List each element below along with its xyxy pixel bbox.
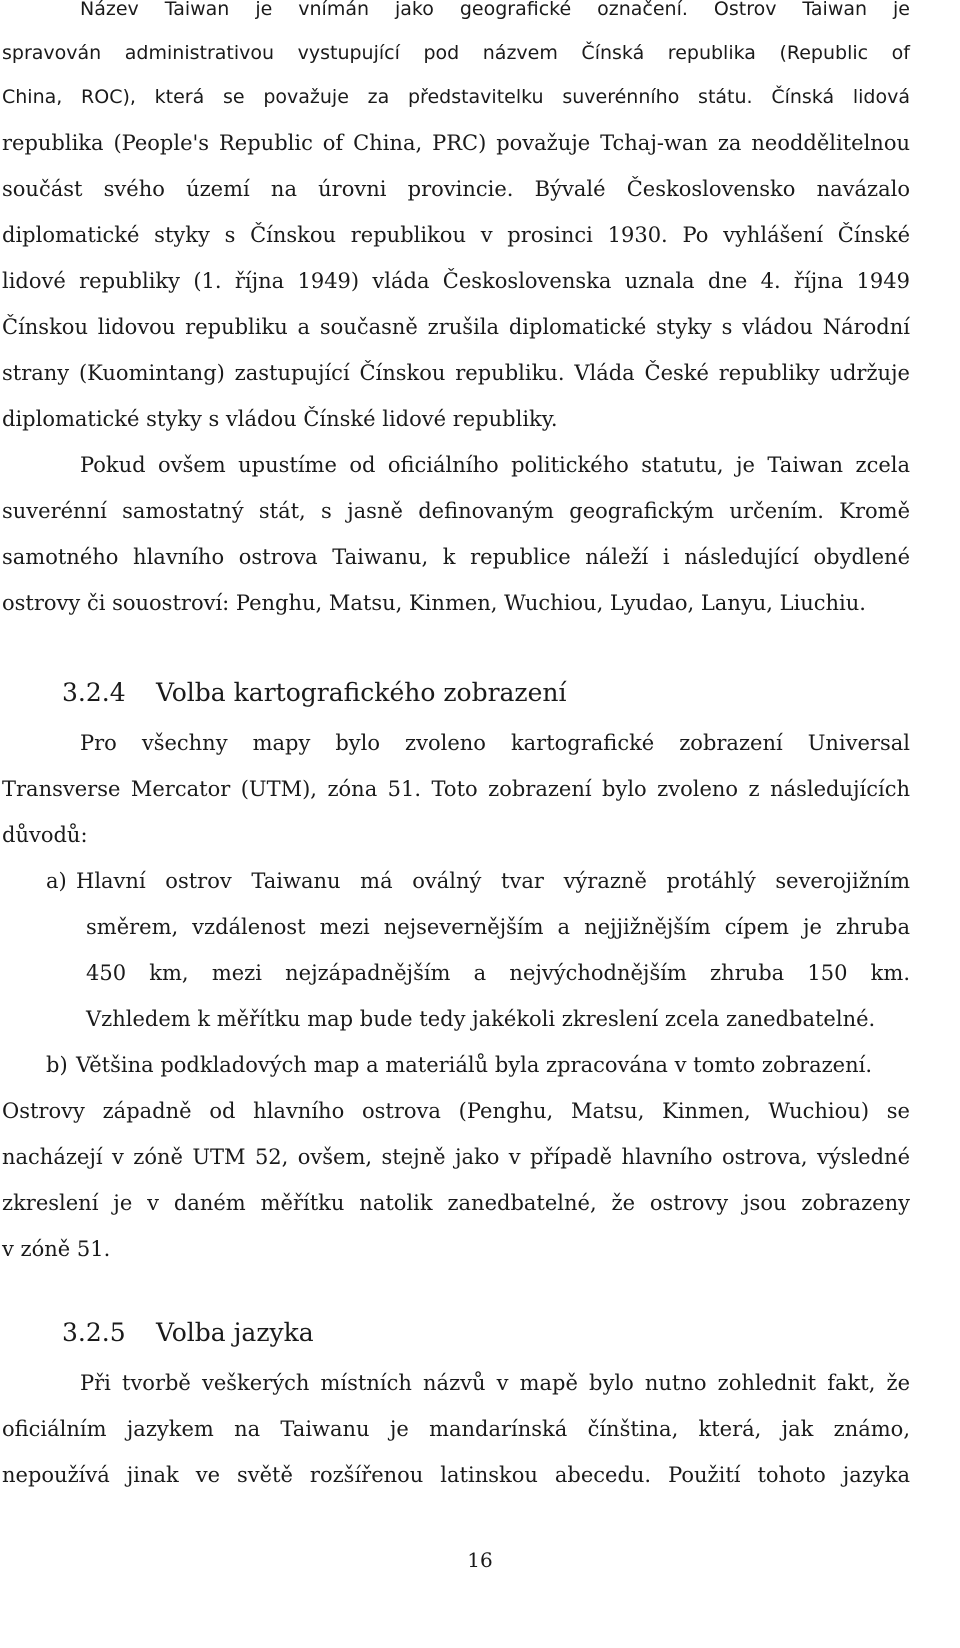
paragraph-line: lidové republiky (1. října 1949) vláda Československa uznala dne 4. října 1949 (2, 269, 910, 293)
paragraph-line: republika (People's Republic of China, PRC) považuje Tchaj-wan za neoddělitelnou (2, 131, 910, 155)
paragraph-line: oficiálním jazykem na Taiwanu je mandarínská čínština, která, jak známo, (2, 1417, 910, 1441)
paragraph-line: Pro všechny mapy bylo zvoleno kartografické zobrazení Universal (80, 731, 910, 755)
list-marker: b) (46, 1053, 68, 1077)
paragraph-line: ostrovy či souostroví: Penghu, Matsu, Kinmen, Wuchiou, Lyudao, Lanyu, Liuchiu. (2, 591, 866, 615)
paragraph-line: nacházejí v zóně UTM 52, ovšem, stejně jako v případě hlavního ostrova, výsledné (2, 1145, 910, 1169)
paragraph-line: Ostrovy západně od hlavního ostrova (Penghu, Matsu, Kinmen, Wuchiou) se (2, 1099, 910, 1123)
list-marker: a) (46, 869, 67, 893)
section-number: 3.2.5 (62, 1318, 126, 1347)
paragraph-line: diplomatické styky s vládou Čínské lidové republiky. (2, 407, 558, 431)
paragraph-line: Název Taiwan je vnímán jako geografické označení. Ostrov Taiwan je (80, 0, 910, 20)
paragraph-line: zkreslení je v daném měřítku natolik zanedbatelné, že ostrovy jsou zobrazeny (2, 1191, 910, 1215)
list-item-line: Většina podkladových map a materiálů byla zpracována v tomto zobrazení. (76, 1053, 873, 1077)
paragraph-line: Čínskou lidovou republiku a současně zrušila diplomatické styky s vládou Národní (2, 315, 910, 339)
paragraph-line: v zóně 51. (2, 1237, 111, 1261)
section-heading (62, 676, 567, 710)
paragraph-line: Transverse Mercator (UTM), zóna 51. Toto zobrazení bylo zvoleno z následujících (2, 777, 910, 801)
section-title: Volba kartografického zobrazení (156, 678, 567, 707)
section-number: 3.2.4 (62, 678, 126, 707)
paragraph-line: Při tvorbě veškerých místních názvů v mapě bylo nutno zohlednit fakt, že (80, 1371, 910, 1395)
paragraph-line: součást svého území na úrovni provincie. Bývalé Československo navázalo (2, 177, 910, 201)
paragraph-line: nepoužívá jinak ve světě rozšířenou latinskou abecedu. Použití tohoto jazyka (2, 1463, 910, 1487)
paragraph-line: strany (Kuomintang) zastupující Čínskou republiku. Vláda České republiky udržuje (2, 361, 910, 385)
list-item-line: 450 km, mezi nejzápadnějším a nejvýchodnějším zhruba 150 km. (86, 961, 910, 985)
list-item-line: směrem, vzdálenost mezi nejsevernějším a nejjižnějším cípem je zhruba (86, 915, 910, 939)
paragraph-line: samotného hlavního ostrova Taiwanu, k republice náleží i následující obydlené (2, 545, 910, 569)
paragraph-line: diplomatické styky s Čínskou republikou v prosinci 1930. Po vyhlášení Čínské (2, 223, 910, 247)
paragraph-line: spravován administrativou vystupující pod názvem Čínská republika (Republic of (2, 42, 910, 64)
section-heading (62, 1316, 314, 1350)
paragraph-line: China, ROC), která se považuje za představitelku suverénního státu. Čínská lidová (2, 86, 910, 108)
section-title: Volba jazyka (156, 1318, 314, 1347)
paragraph-line: důvodů: (2, 823, 88, 847)
list-item-line: Vzhledem k měřítku map bude tedy jakékoli zkreslení zcela zanedbatelné. (86, 1007, 876, 1031)
paragraph-line: suverénní samostatný stát, s jasně definovaným geografickým určením. Kromě (2, 499, 910, 523)
paragraph-line: Pokud ovšem upustíme od oficiálního politického statutu, je Taiwan zcela (80, 453, 910, 477)
list-item-line: Hlavní ostrov Taiwanu má oválný tvar výrazně protáhlý severojižním (76, 869, 910, 893)
page-number: 16 (467, 1548, 493, 1572)
